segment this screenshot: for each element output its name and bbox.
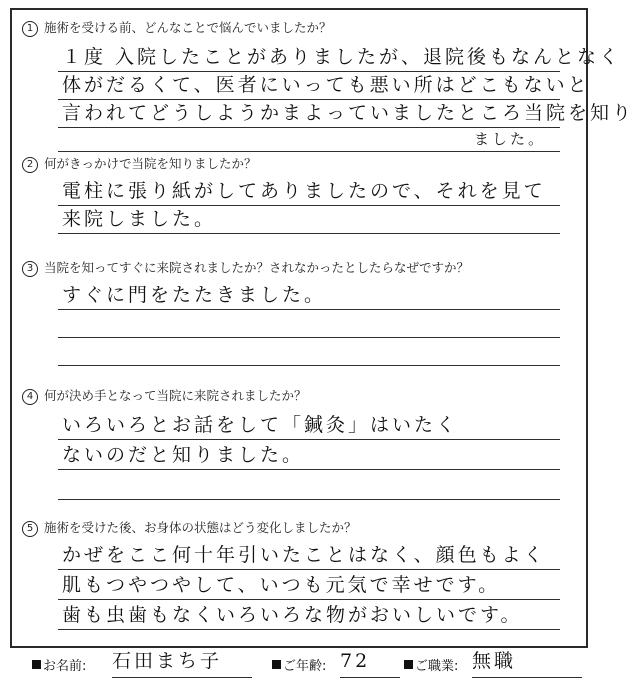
name-value: 石田まち子 [112, 652, 252, 678]
occupation-label: ご職業: [415, 659, 459, 674]
square-bullet-icon [272, 660, 281, 669]
age-value: 72 [340, 652, 400, 678]
answer-line: 肌もつやつやして、いつも元気で幸せです。 [58, 572, 560, 600]
answer-line [58, 472, 560, 500]
question-number: 2 [22, 157, 38, 173]
occupation-field [404, 650, 517, 680]
respondent-info [0, 650, 600, 682]
answer-line: 歯も虫歯もなくいろいろな物がおいしいです。 [58, 602, 560, 630]
age-label: ご年齢: [283, 659, 327, 674]
question-number: 4 [22, 389, 38, 405]
answer-line: 電柱に張り紙がしてありましたので、それを見て [58, 178, 560, 206]
question-2-label: 2 何がきっかけで当院を知りましたか？ [22, 156, 257, 173]
answer-line: かぜをここ何十年引いたことはなく、顔色もよく [58, 542, 560, 570]
square-bullet-icon [32, 660, 41, 669]
questionnaire-sheet [10, 8, 634, 648]
answer-line: いろいろとお話をして「鍼灸」はいたく [58, 412, 560, 440]
name-label: お名前: [43, 659, 87, 674]
question-4-label: 4 何が決め手となって当院に来院されましたか？ [22, 388, 307, 405]
question-5-label: 5 施術を受けた後、お身体の状態はどう変化しましたか？ [22, 520, 357, 537]
answer-line [58, 310, 560, 338]
answer-line: すぐに門をたたきました。 [58, 282, 560, 310]
answer-line: １度 入院したことがありましたが、退院後もなんとなく [58, 44, 560, 72]
age-field [272, 650, 371, 680]
question-number: 5 [22, 521, 38, 537]
answer-line: 体がだるくて、医者にいっても悪い所はどこもないと [58, 72, 560, 100]
answer-line: 言われてどうしようかまよっていましたところ当院を知り [58, 100, 560, 128]
answer-line: 来院しました。 [58, 206, 560, 234]
question-1-label: 1 施術を受ける前、どんなことで悩んでいましたか？ [22, 20, 332, 37]
name-field [32, 650, 223, 680]
question-number: 1 [22, 21, 38, 37]
question-number: 3 [22, 261, 38, 277]
answer-line [58, 338, 560, 366]
answer-line: ないのだと知りました。 [58, 442, 560, 470]
occupation-value: 無職 [472, 652, 582, 678]
answer-line: ました。 [58, 128, 560, 152]
square-bullet-icon [404, 660, 413, 669]
question-3-label: 3 当院を知ってすぐに来院されましたか？されなかったとしたらなぜですか？ [22, 260, 469, 277]
